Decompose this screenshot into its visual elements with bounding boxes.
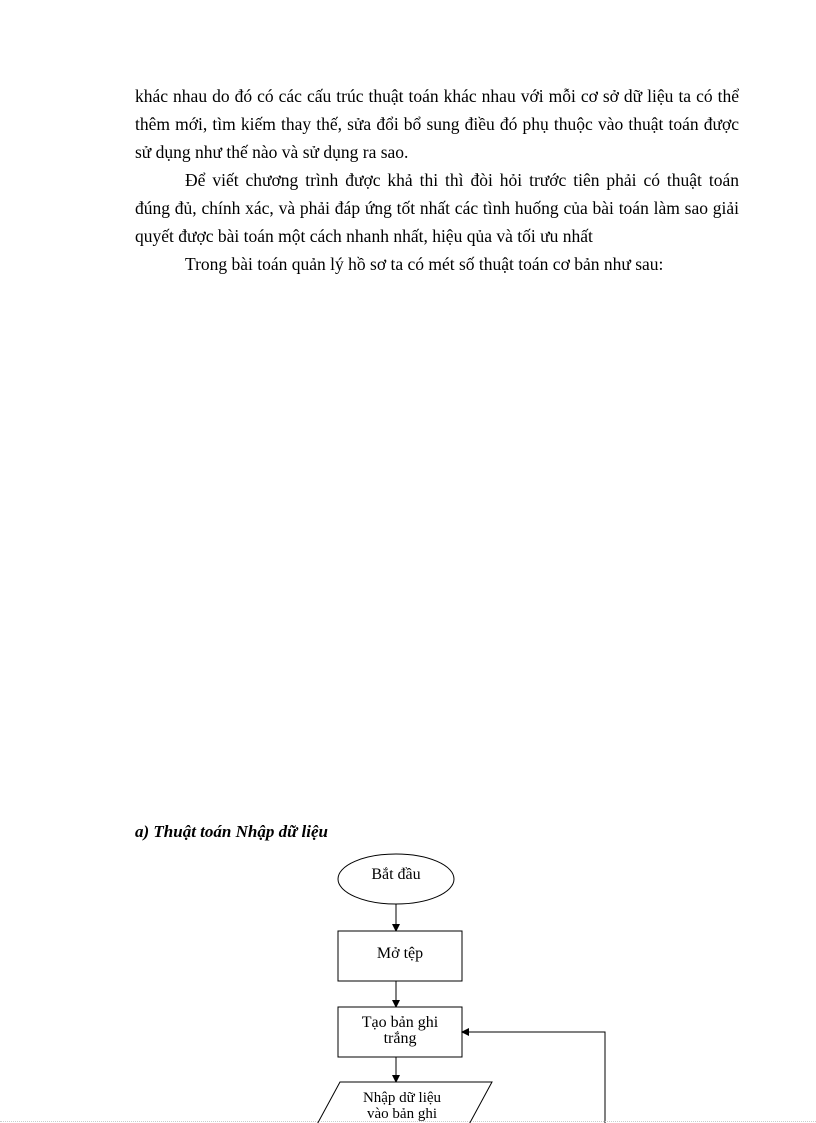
start-label: Bắt đầu xyxy=(371,866,421,883)
input-line-2: vào bản ghi xyxy=(367,1106,437,1122)
create-blank-line-1: Tạo bản ghi xyxy=(361,1014,439,1031)
loop-back-arrow xyxy=(462,1032,605,1123)
input-data-label xyxy=(332,1090,472,1122)
paragraph-2: Để viết chương trình được khả thi thì đòi hỏi trước tiên phải có thuật toán đúng đủ, chính xác, và phải đáp ứng tốt nhất các tình huống của bài toán làm sao giải quyết được bài toán một cách nhanh nhất, hiệu qủa và tối ưu nhất xyxy=(135,170,739,246)
create-blank-record-label xyxy=(338,1015,462,1047)
input-line-1: Nhập dữ liệu xyxy=(362,1090,442,1106)
create-blank-line-2: trắng xyxy=(383,1030,417,1047)
open-file-label: Mở tệp xyxy=(376,945,424,962)
paragraph-1: khác nhau do đó có các cấu trúc thuật toán khác nhau với mỗi cơ sở dữ liệu ta có thể thêm mới, tìm kiếm thay thế, sửa đổi bổ sung điều đó phụ thuộc vào thuật toán được sử dụng như thế nào và sử dụng ra sao. xyxy=(135,86,739,162)
page-edge-rule xyxy=(0,1121,816,1122)
paragraph-3: Trong bài toán quản lý hồ sơ ta có mét số thuật toán cơ bản như sau: xyxy=(185,254,664,274)
section-heading: a) Thuật toán Nhập dữ liệu xyxy=(135,822,328,841)
